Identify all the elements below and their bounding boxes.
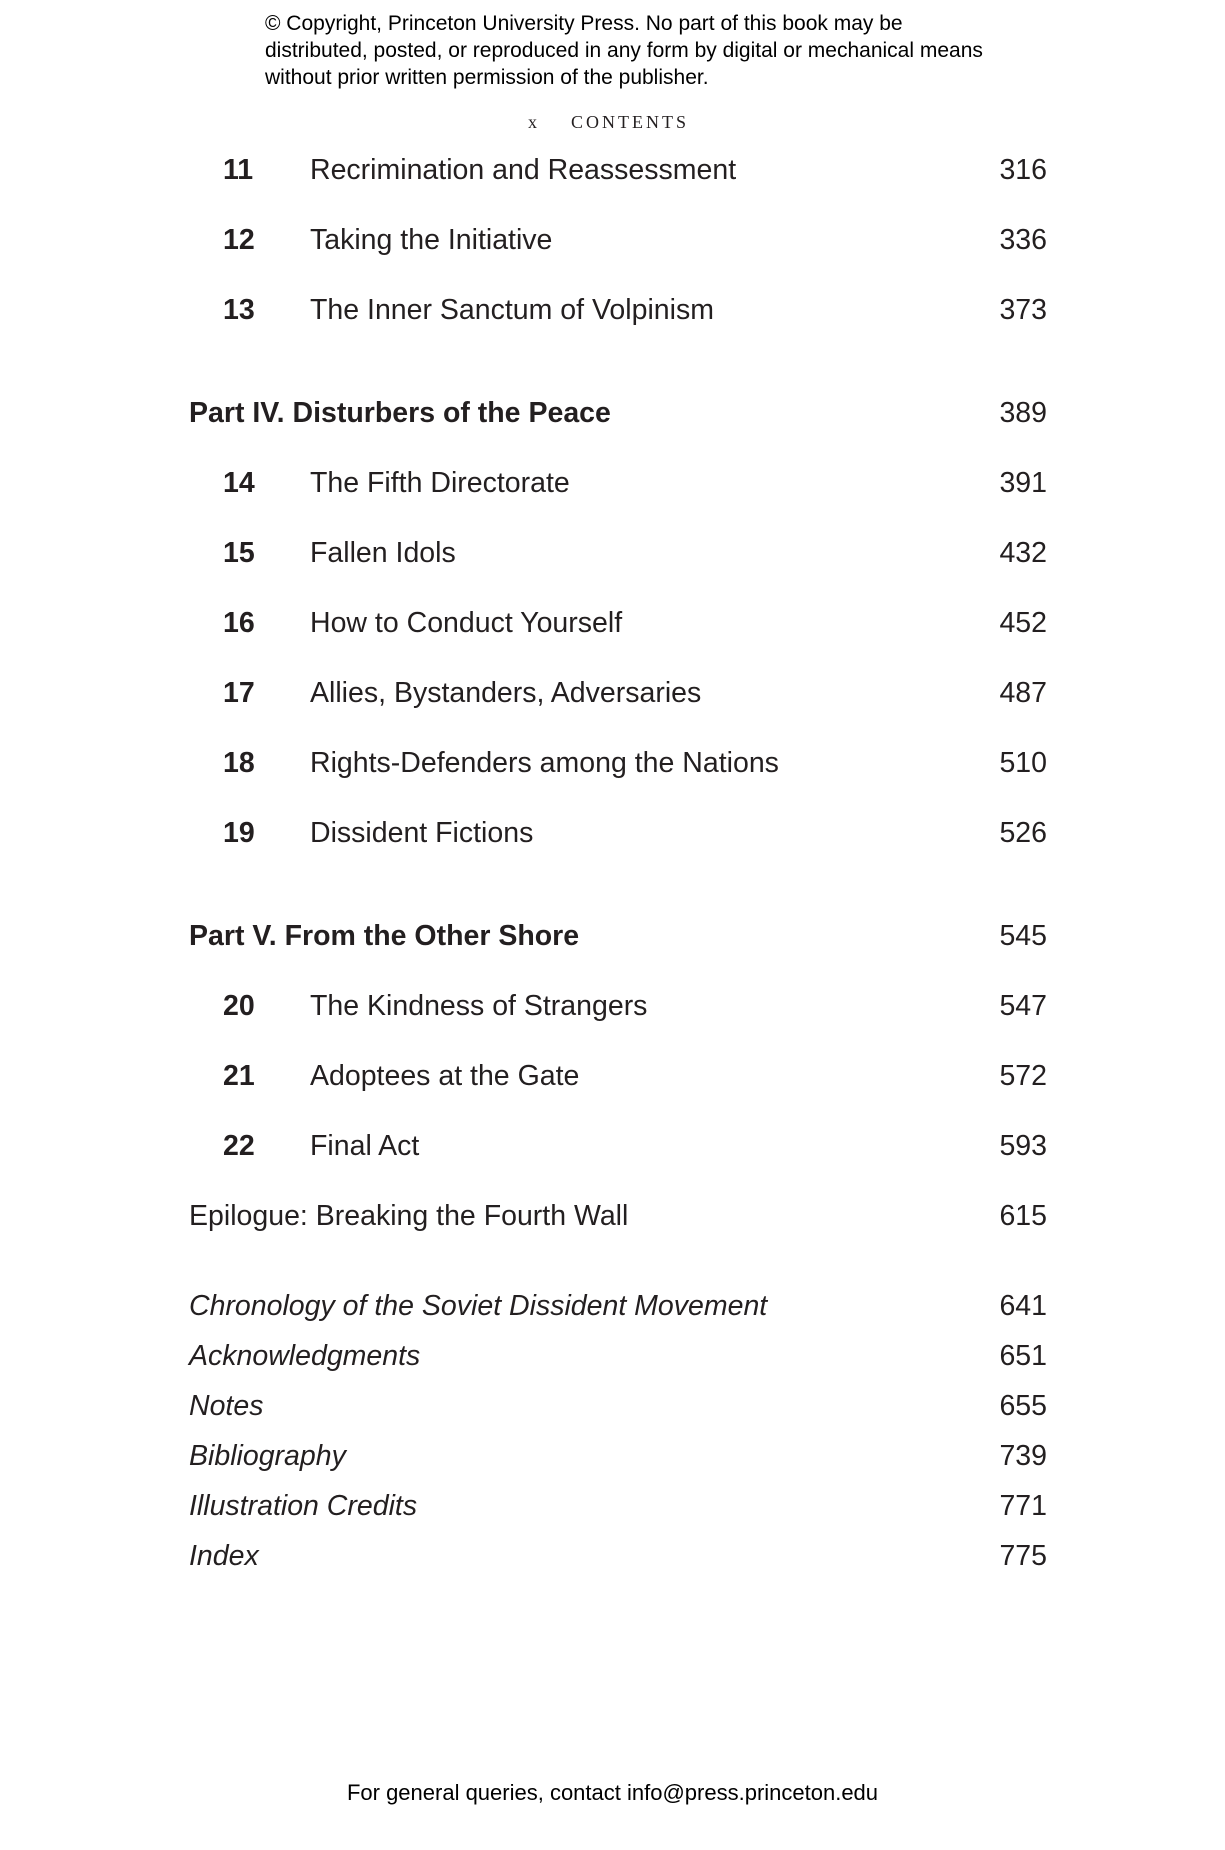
toc-entry [0, 533, 1225, 573]
toc-entry [0, 1056, 1225, 1096]
toc-entry [0, 463, 1225, 503]
page-folio: x [528, 112, 540, 132]
toc-entry [0, 1486, 1225, 1526]
toc-entry [0, 743, 1225, 783]
toc-entry [0, 673, 1225, 713]
footer-contact: For general queries, contact info@press.princeton.edu [346, 1780, 879, 1805]
page-number: 452 [999, 607, 1047, 639]
entry-title: Allies, Bystanders, Adversaries [310, 677, 702, 709]
chapter-number: 21 [223, 1060, 255, 1092]
entry-title: Rights-Defenders among the Nations [310, 747, 779, 779]
entry-title: The Inner Sanctum of Volpinism [310, 294, 714, 326]
entry-title: Chronology of the Soviet Dissident Movement [189, 1290, 768, 1322]
chapter-number: 22 [223, 1130, 255, 1162]
page-number: 432 [999, 537, 1047, 569]
toc-entry [0, 1336, 1225, 1376]
entry-title: Index [189, 1540, 259, 1572]
entry-title: Notes [189, 1390, 264, 1422]
page-number: 487 [999, 677, 1047, 709]
entry-title: Taking the Initiative [310, 224, 553, 256]
page-number: 373 [999, 294, 1047, 326]
toc-entry [0, 1126, 1225, 1166]
page-number: 316 [999, 154, 1047, 186]
toc-entry [0, 986, 1225, 1026]
page-number: 593 [999, 1130, 1047, 1162]
toc-entry [0, 290, 1225, 330]
page-number: 771 [999, 1490, 1047, 1522]
page-number: 545 [999, 920, 1047, 952]
entry-title: Part IV. Disturbers of the Peace [189, 397, 611, 429]
page-number: 572 [999, 1060, 1047, 1092]
page-number: 547 [999, 990, 1047, 1022]
page-number: 655 [999, 1390, 1047, 1422]
page-number: 641 [999, 1290, 1047, 1322]
entry-title: Recrimination and Reassessment [310, 154, 737, 186]
toc-entry [0, 220, 1225, 260]
toc-part-heading [0, 393, 1225, 433]
chapter-number: 19 [223, 817, 255, 849]
entry-title: Part V. From the Other Shore [189, 920, 580, 952]
chapter-number: 18 [223, 747, 255, 779]
toc-entry [0, 1386, 1225, 1426]
page-number: 615 [999, 1200, 1047, 1232]
chapter-number: 11 [223, 154, 254, 186]
page-number: 336 [999, 224, 1047, 256]
entry-title: Fallen Idols [310, 537, 456, 569]
copyright-notice: © Copyright, Princeton University Press. No part of this book may be distributed, posted, or reproduced in any form by digital or mechanical means without prior written permission of the publisher. [265, 12, 983, 89]
toc-part-heading [0, 916, 1225, 956]
toc-entry [0, 1536, 1225, 1576]
toc-entry [0, 1196, 1225, 1236]
entry-title: Illustration Credits [189, 1490, 418, 1522]
page-number: 510 [999, 747, 1047, 779]
page-number: 526 [999, 817, 1047, 849]
toc-entry [0, 813, 1225, 853]
page-number: 389 [999, 397, 1047, 429]
toc-entry [0, 150, 1225, 190]
toc-entry [0, 603, 1225, 643]
chapter-number: 20 [223, 990, 255, 1022]
chapter-number: 12 [223, 224, 255, 256]
entry-title: Epilogue: Breaking the Fourth Wall [189, 1200, 629, 1232]
page-number: 391 [999, 467, 1047, 499]
entry-title: Acknowledgments [189, 1340, 421, 1372]
entry-title: The Kindness of Strangers [310, 990, 648, 1022]
chapter-number: 13 [223, 294, 255, 326]
chapter-number: 17 [223, 677, 255, 709]
running-head-label: CONTENTS [571, 112, 689, 132]
entry-title: Adoptees at the Gate [310, 1060, 580, 1092]
toc-entry [0, 1286, 1225, 1326]
page-number: 775 [999, 1540, 1047, 1572]
chapter-number: 15 [223, 537, 255, 569]
page-number: 651 [999, 1340, 1047, 1372]
toc-entry [0, 1436, 1225, 1476]
entry-title: Dissident Fictions [310, 817, 534, 849]
entry-title: Final Act [310, 1130, 420, 1162]
entry-title: Bibliography [189, 1440, 346, 1472]
page-number: 739 [999, 1440, 1047, 1472]
entry-title: How to Conduct Yourself [310, 607, 623, 639]
chapter-number: 16 [223, 607, 255, 639]
chapter-number: 14 [223, 467, 255, 499]
entry-title: The Fifth Directorate [310, 467, 570, 499]
